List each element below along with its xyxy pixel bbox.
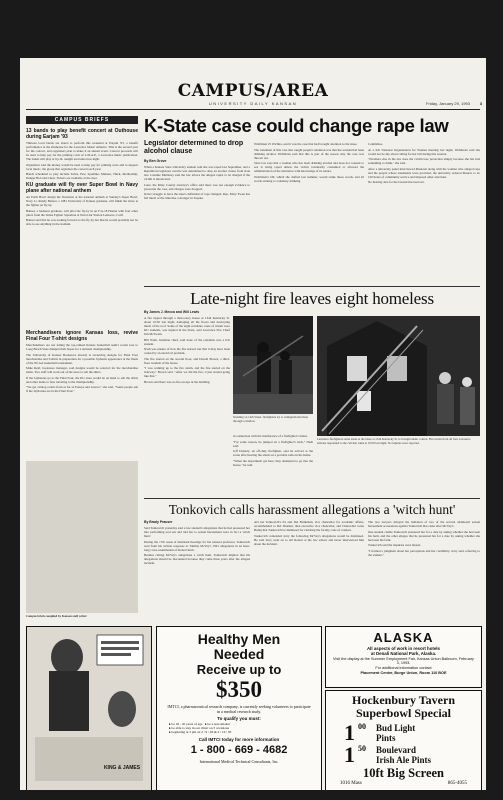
kings-james-ad [26, 626, 152, 790]
lead-body: When a Kansas State University student said she was raped last September, and a Republican legislator said he was determined to drop an alcohol clause from state law. Lateline Mullaney said the law allows the alleged rapist to be charged if the victim is intoxicated. [144, 165, 250, 181]
brief-body-3: Merchandisers are not letting the top-ranked Kansas basketball team's recent loss to Long Beach State dampen their hopes for a national championship. [26, 343, 138, 351]
tonk-column-2: and not Tonkovich's Ex and Del Brinkman, vice chancellor for academic affairs, recommended to Del Shankel, then executive vice chancellor, and Chancellor Gene Budig that Tonkovich be dismissed for violating the faculty code of conduct. Tonkovich contended Jerry the following McVey's allegations would be dismissed. He said Jerry went on to tell Robert at the law school and never interviewed him about the incident. [254, 520, 364, 546]
ad-tavern-sup1: 00 [358, 722, 366, 731]
masthead [26, 81, 480, 110]
tonk-byline: By Brady Prauser [144, 520, 173, 524]
tonk-column-1: By Brady Prauser Said Tonkovich yesterday said a law student's allegations that he had pressured her into performing oral sex and told her to sexual harassment were in fact a 'witch hunt.' During the 17th week of dismissal hearings for his tenured professor, Tonkovich read from his written response to Tammy McVey's 1991 allegations in an hour-long cross-examination of Robert Roth. Besides calling McVey's allegations a witch hunt, Tonkovich implied that his allegations should be discounted because they came three years after the alleged incident. [144, 520, 250, 565]
lead-headline: K-State case could change rape law [144, 115, 449, 136]
ad-tavern-label1b: Pints [376, 733, 396, 743]
ad-healthy-line3: Receive up to [196, 662, 282, 677]
ad-alaska-line3: Visit the display at the Summer Employment Fair, Kansas Union Ballroom, February 3, 1993. [333, 656, 474, 666]
fire-column-1: By James J. Mecca and Will Lewis A fire ripped through a three-story house at 1344 Kentucky St. about 10:50 last night, damaging all the floors and destroying much of the roof. Some of the eight residents, none of whom were KU students, was injured in the blaze, said Lawrence Fire Chief Jim McSwain. Bill Nash, battalion chief, said none of the residents was a KU student. Nash was unsure of how the fire started, but that it may have been caused by an electrical problem. The fire started on the second floor, and Darrell Brown, a third-floor resident of the house. "I was walking up to the fire alarm, and the fire started on the stairway," Brown said. "After we did the fire, it just started going like that." Brown said there was no fire escape in the building. [144, 310, 230, 384]
tonk-column-3: The two lawyers delayed the initiation of two of the several additional sexual harassment accusations against Tonkovich that came after McVey's. One student claims Tonkovich pressured her for a date by asking whether she had seen his farm, and the other alleges that he pressured her for a date by asking whether she had seen his farm. Tonkovich said the inquiries were biased. "I formed a judgment about her perceptions and her credibility. Jerry said, referring to the student." [368, 520, 480, 557]
ad-tavern-price2: 1 [344, 742, 355, 767]
ad-alaska-line1: All aspects of work in resort hotels [367, 646, 440, 651]
ad-healthy-body: IMTCI, a pharmaceutical research company, is currently seeking volunteers to participate in a medical research study. [167, 704, 311, 714]
fire-caption-right: Lawrence firefighters stand aside as the blaze at 1344 Kentucky St. is brought under control. Fire trucks from all four Lawrence stations responded to the call that came at 10:50 last night. No injuries were reported. [317, 437, 471, 445]
ad-healthy-qualify: To qualify you must: [217, 716, 261, 721]
ad-tavern-label2a: Boulevard [376, 745, 417, 755]
fire-headline: Late-night fire leaves eight homeless [190, 289, 434, 308]
ad-healthy-call: Call IMTCI today for more information [198, 736, 280, 742]
ad-alaska-line5: Placement Center, Burge Union, Room 110 BOE [360, 670, 447, 675]
firefighters-silhouette-image [233, 316, 313, 414]
brief-body-2: An Earth Bowl design the floatation at the national anthem at Sunday's Super Bowl, Navy Lt. Randy Bansel, a 1981 University of Kansas graduate, will finish the show at the fighter jet fly-by. [26, 195, 138, 207]
briefs-credit: Campus briefs compiled by Kansan staff writer [26, 614, 87, 618]
ad-tavern-title2: Superbowl Special [355, 706, 451, 720]
lead-subhead: Legislator determined to drop alcohol clause [144, 140, 244, 155]
fire-photo-left [233, 316, 313, 414]
kings-ad-name: KING & JAMES [103, 765, 141, 771]
fire-photo-right [317, 316, 480, 436]
briefs-column: 13 bands to play benefit concert at Outhouse during Earjam '93 Thirteen local bands are slated to perform this weekend at Earjam '93, a benefit performance at the Outhouse for the Lawrence Music Alliance. This is the second year for the concert, and organizers plan to make it an annual event. Concert proceeds will be used to help pay for the printing costs of L.M.A.P., a Lawrence music publication. The bands will play at 9 p.m. tonight and tomorrow night. Organizers said the money would be used to help pay for printing costs and to support local music, the group that organizes the concert each year. Bands scheduled to play include Zebra, Paw, Spudlike, Mahout, Thick, Mothership, Danger Bob and Choir. Tickets are available at the door. KU graduate will fly over Super Bowl in Navy plane after national anthem An Earth Bowl design the floatation at the national anthem at Sunday's Super Bowl, Navy Lt. Randy Bansel, a 1981 University of Kansas graduate, will finish the show at the fighter jet fly-by. Bansel, a business graduate, will pilot the fly-by in an F/A-18 Hornet with four other pilots from the Strike Fighter Squadron at Naval Air Station Lemoore, Calif. Bansel said that he was looking forward to the fly-by but that he would probably not be able to see anything in the stadium. [26, 128, 138, 226]
ad-healthy-line2: Needed [213, 646, 265, 662]
briefs-column-lower: Merchandisers ignore Kansas loss, revive Final Four T-shirt designs Merchandisers are not letting the top-ranked Kansas basketball team's recent loss to Long Beach State dampen their hopes for a national championship. The University of Kansas Bookstore already is reviewing designs for Final Four merchandise and T-shirts in preparation for a possible Jayhawk appearance at the finals of the NCAA basketball tournament. Mike Reid, bookstore manager, said designs would be selected for the merchandise items. Two staff will work out of the store to sell the shirts. If the Jayhawks go to the Final Four, the KU store would be on hand to sell the shirts and other items to fans traveling to the championship. "We get catalog orders from as far as Europe and Greece," she said. "Some people ask if the Jayhawks are in the Final Four." [26, 330, 138, 393]
brief-headline-2: KU graduate will fly over Super Bowl in Navy plane after national anthem [26, 182, 138, 194]
tonk-body: Said Tonkovich yesterday said a law student's allegations that he had pressured her into performing oral sex and told her to sexual harassment were in fact a 'witch hunt.' [144, 526, 250, 538]
ad-tavern-special-2 [326, 744, 481, 766]
ad-tavern-phone: 865-4055 [447, 781, 467, 786]
ad-tavern-screen: 10ft Big Screen [362, 766, 444, 780]
tonkovich-headline: Tonkovich calls harassment allegations a 'witch hunt' [168, 502, 456, 517]
brief-body-1: Thirteen local bands are slated to perform this weekend at Earjam '93, a benefit performance at the Outhouse for the Lawrence Music Alliance. This is the second year for the concert, and organizers plan to make it an annual event. Concert proceeds will be used to help pay for the printing costs of L.M.A.P., a Lawrence music publication. The bands will play at 9 p.m. tonight and tomorrow night. [26, 141, 138, 161]
ad-healthy-amount: $350 [216, 677, 262, 702]
page-number: 3 [479, 101, 482, 106]
fire-body: A fire ripped through a three-story house at 1344 Kentucky St. about 10:50 last night, damaging all the floors and destroying much of the roof. Some of the eight residents, none of whom were KU students, was injured in the blaze, said Lawrence Fire Chief Jim McSwain. [144, 316, 230, 336]
ad-alaska-line4: For additional information contact [375, 666, 432, 670]
ad-healthy-line1: Healthy Men [197, 631, 281, 647]
masthead-title: CAMPUS/AREA [177, 81, 329, 101]
ad-alaska-title: ALASKA [373, 630, 434, 645]
ad-alaska-line2: at Denali National Park, Alaska. [370, 651, 437, 657]
ad-tavern-sup2: 50 [358, 744, 366, 753]
ad-tavern-address: 1016 Mass [340, 781, 362, 786]
campus-briefs-bar: CAMPUS BRIEFS [26, 116, 138, 124]
lead-column-3: Committee. At a KU National Organization for Women meeting last night, Wohlitzen said she would not be shy about calling for her bill during this session. "Nowhere else in the law does the victim lose protection simply because she has had something to drink," she said. After a university panel interviewed Maureen along with the woman who alleged rape and the people whose statements were provided, the university ordered Maurer to do 100 hours of community service and imposed other sanctions. No hearing date for the lawsuit has been set. [368, 142, 480, 184]
ad-tavern-label2b: Irish Ale Pints [376, 755, 432, 765]
masthead-subtitle: UNIVERSITY DAILY KANSAN [208, 101, 298, 106]
ad-healthy-company: International Medical Technical Consultants, Inc. [199, 758, 279, 764]
fire-byline: By James J. Mecca and Will Lewis [144, 310, 200, 314]
ad-tavern-price1: 1 [344, 720, 355, 745]
fire-caption-left: Standing on 14th Street, firefighters try to extinguish the blaze through a window. [233, 415, 308, 423]
healthy-men-ad [156, 626, 322, 790]
newspaper-page [20, 58, 486, 790]
ad-tavern-special-1 [326, 722, 481, 744]
brief-photo-placeholder [26, 461, 138, 613]
lead-byline: By Ben Grove [144, 159, 167, 163]
fire-column-2: in connection with the interference of a firefighter's duties. "For some reason, he jumped on a firefighter's back," Nash said. Jeff Doherty, an off-duty firefighter, said he arrived at the scene after hearing the alarm on a portable radio in his home. "When the department got here, they attempted to go into the house," he said. [233, 434, 313, 467]
ad-tavern-title1: Hockenbury Tavern [351, 693, 456, 707]
lead-column-1: Legislator determined to drop alcohol clause By Ben Grove When a Kansas State University student said she was raped last September, and a Republican legislator said he was determined to drop an alcohol clause from state law. Lateline Mullaney said the law allows the alleged rapist to be charged if the victim is intoxicated. Later, the Riley County attorney's office said there was not enough evidence to prosecute the case, and charges were dropped. In her struggle to have the state's definition of rape changed, Rep. Mary Ewen has felt much of the time like a stranger in Topeka. [144, 140, 250, 200]
brief-headline-3: Merchandisers ignore Kansas loss, revive Final Four T-shirt designs [26, 330, 138, 342]
brief-headline-1: 13 bands to play benefit concert at Outhouse during Earjam '93 [26, 128, 138, 140]
ad-healthy-phone: 1 - 800 - 669 - 4682 [190, 743, 288, 756]
ad-healthy-criteria: ▸ be 18 - 45 years of age ▸ be a non-smoker ▸ be able to stay in our clinic on 3 occasions ▸ beginning at 3 pm on 2 / 9 / 93 & 2 / 16 / 93 [169, 722, 232, 735]
hockenbury-tavern-ad [325, 690, 482, 790]
alaska-ad [325, 626, 482, 688]
lead-column-2: Wohlitzen 25 Wichita, said it was the case that had brought attention to the issue. The statement of this case that caught people's attention was that the woman had been drinking alcohol. Wohlitzen said that this is part of the reason why the case was thrown out. State law says that a woman who has been drinking alcohol and does not consent to sex is being raped unless the victim voluntarily consumed or allowed the administration of the substance with knowledge of its nature. Wohlitzen's bill, which she drafted last summer, would strike those words, and all words relating to voluntary drinking. [254, 142, 364, 183]
divider [144, 498, 480, 499]
burning-house-image [317, 316, 480, 436]
divider [144, 286, 480, 287]
ad-tavern-label1a: Bud Light [376, 723, 416, 733]
masthead-date: Friday, January 29, 1993 [426, 101, 470, 106]
